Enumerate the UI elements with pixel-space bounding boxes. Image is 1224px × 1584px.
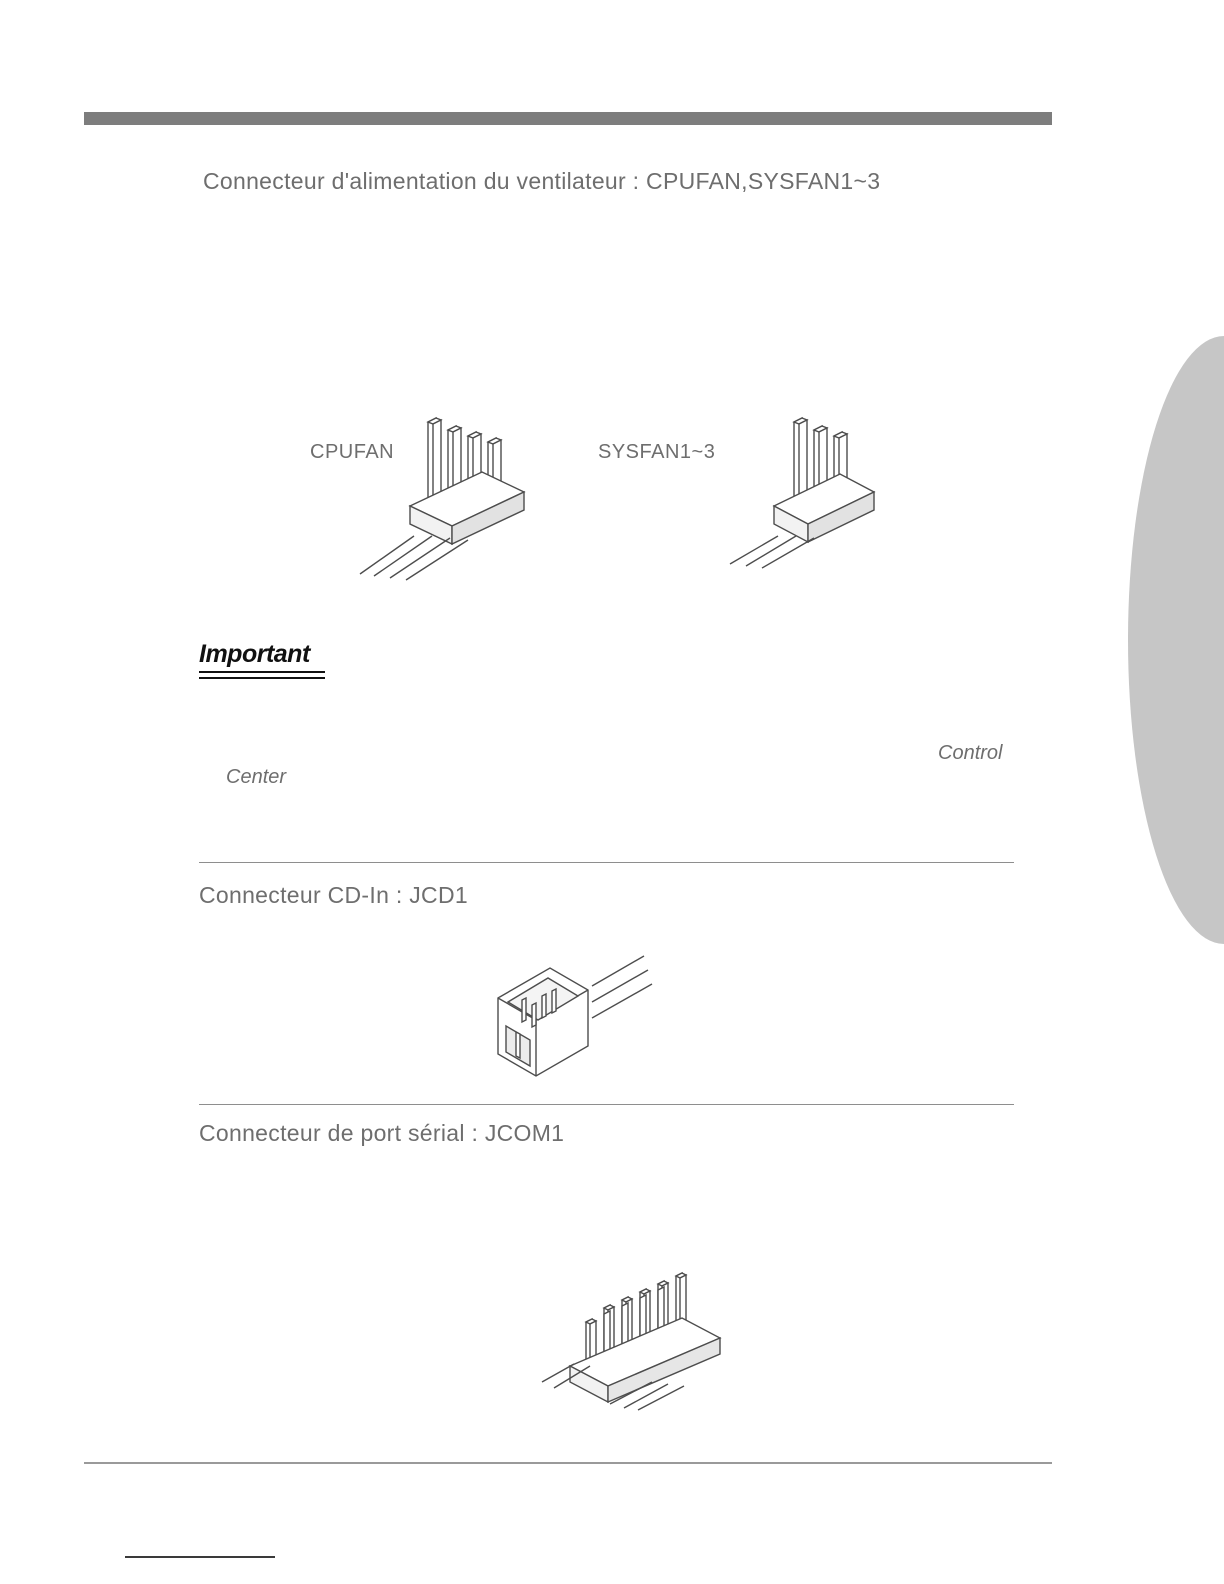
section-title-fan-connectors: Connecteur d'alimentation du ventilateur : CPUFAN,SYSFAN1~3 (203, 168, 881, 194)
section-separator-1 (199, 862, 1014, 863)
jcd1-connector-figure (476, 950, 676, 1100)
note-italic-center: Center (226, 766, 287, 788)
page-edge-decoration (1128, 336, 1224, 944)
section-separator-2 (199, 1104, 1014, 1105)
footer-rule-top (84, 1462, 1052, 1464)
figure-label-sysfan: SYSFAN1~3 (598, 441, 716, 463)
footer-rule-bottom (125, 1556, 275, 1558)
important-underline-bottom (199, 677, 325, 679)
cpufan-connector-figure (352, 414, 582, 594)
important-note-label: Important (199, 640, 310, 668)
figure-label-cpufan: CPUFAN (310, 441, 395, 463)
sysfan-connector-figure (722, 414, 922, 594)
header-rule (84, 112, 1052, 125)
jcom1-connector-figure (540, 1262, 760, 1412)
note-italic-control: Control (938, 742, 1003, 764)
section-title-serial-port: Connecteur de port sérial : JCOM1 (199, 1120, 565, 1146)
section-title-cd-in: Connecteur CD-In : JCD1 (199, 882, 468, 908)
important-underline-top (199, 671, 325, 673)
